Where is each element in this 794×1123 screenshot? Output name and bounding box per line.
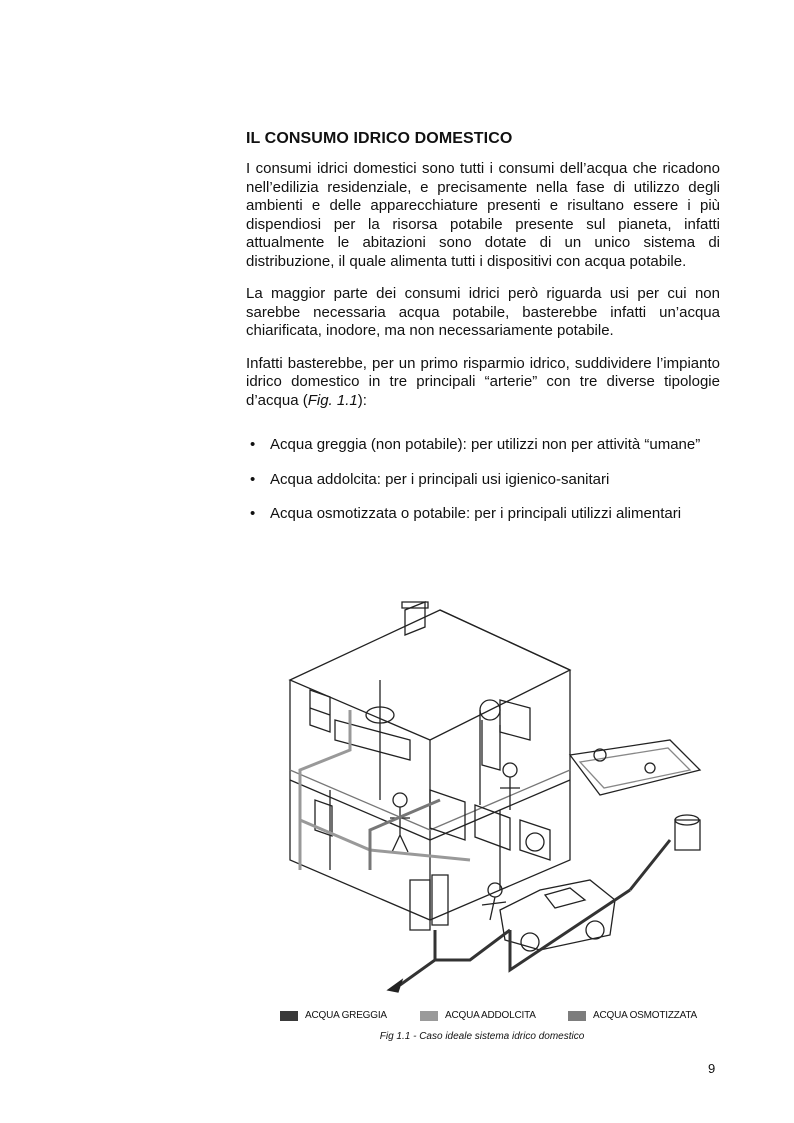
- legend-swatch: [420, 1011, 438, 1021]
- figure-reference: Fig. 1.1: [307, 391, 358, 409]
- list-item-text: Acqua greggia (non potabile): per utilizzi non per attività “umane”: [270, 436, 701, 453]
- page-number: 9: [708, 1061, 716, 1076]
- legend-swatch: [280, 1011, 298, 1021]
- raw-water-pipe: [400, 930, 435, 985]
- list-item-text: Acqua addolcita: per i principali usi igienico-sanitari: [270, 470, 610, 488]
- swimming-pool: [570, 740, 700, 795]
- dishwasher-icon: [475, 805, 510, 850]
- legend-label: ACQUA ADDOLCITA: [445, 1010, 536, 1021]
- paragraph-3-end: ):: [357, 391, 367, 409]
- sink-icon: [500, 700, 530, 740]
- paragraph-2: La maggior parte dei consumi idrici però riguarda usi per cui non sarebbe necessaria acqua potabile, basterebbe infatti un’acqua chiarificata, inodore, ma non necessariamente potabile.: [246, 285, 720, 339]
- paragraph-3-text: Infatti basterebbe, per un primo risparmio idrico, suddividere l’impianto idrico domestico in tre principali “arterie” con tre diverse tipologie d’acqua (: [246, 354, 720, 409]
- legend-label: ACQUA GREGGIA: [305, 1010, 387, 1021]
- house-water-system-illustration: [270, 590, 710, 1010]
- legend-item-raw-water: [280, 1010, 387, 1021]
- water-tank-icon: [410, 880, 430, 930]
- list-item-text: Acqua osmotizzata o potabile: per i principali utilizzi alimentari: [270, 505, 682, 522]
- softened-water-pipe: [300, 710, 350, 870]
- list-item: [246, 436, 720, 455]
- section-heading: IL CONSUMO IDRICO DOMESTICO: [246, 130, 513, 147]
- legend-item-osmotized-water: [568, 1010, 697, 1021]
- legend-label: ACQUA OSMOTIZZATA: [593, 1010, 698, 1021]
- roof-edge: [440, 610, 570, 670]
- text-body: [246, 130, 720, 540]
- bullet-icon: •: [250, 470, 256, 488]
- washing-machine-icon: [526, 833, 544, 851]
- roof: [290, 610, 570, 740]
- water-inlet-arrow-icon: [388, 980, 402, 992]
- figure-caption: Fig 1.1 - Caso ideale sistema idrico domestico: [379, 1031, 585, 1042]
- list-item: [246, 471, 720, 490]
- legend-swatch: [568, 1011, 586, 1021]
- bullet-icon: •: [250, 436, 256, 453]
- figure-legend: [280, 1010, 720, 1026]
- paragraph-1: I consumi idrici domestici sono tutti i consumi dell’acqua che ricadono nell’edilizia residenziale, e precisamente nella fase di utilizzo degli ambienti e delle apparecchiature presenti e risultano essere i più dispendiosi per la risorsa potabile presente sul pianeta, infatti attualmente le abitazioni sono dotate di un unico sistema di distribuzione, il quale alimenta tutti i dispositivi con acqua potabile.: [246, 160, 720, 270]
- paragraph-3: [246, 355, 720, 411]
- list-item: [246, 505, 720, 524]
- water-type-list: [246, 436, 720, 524]
- legend-item-softened-water: [420, 1010, 536, 1021]
- bullet-icon: •: [250, 505, 256, 522]
